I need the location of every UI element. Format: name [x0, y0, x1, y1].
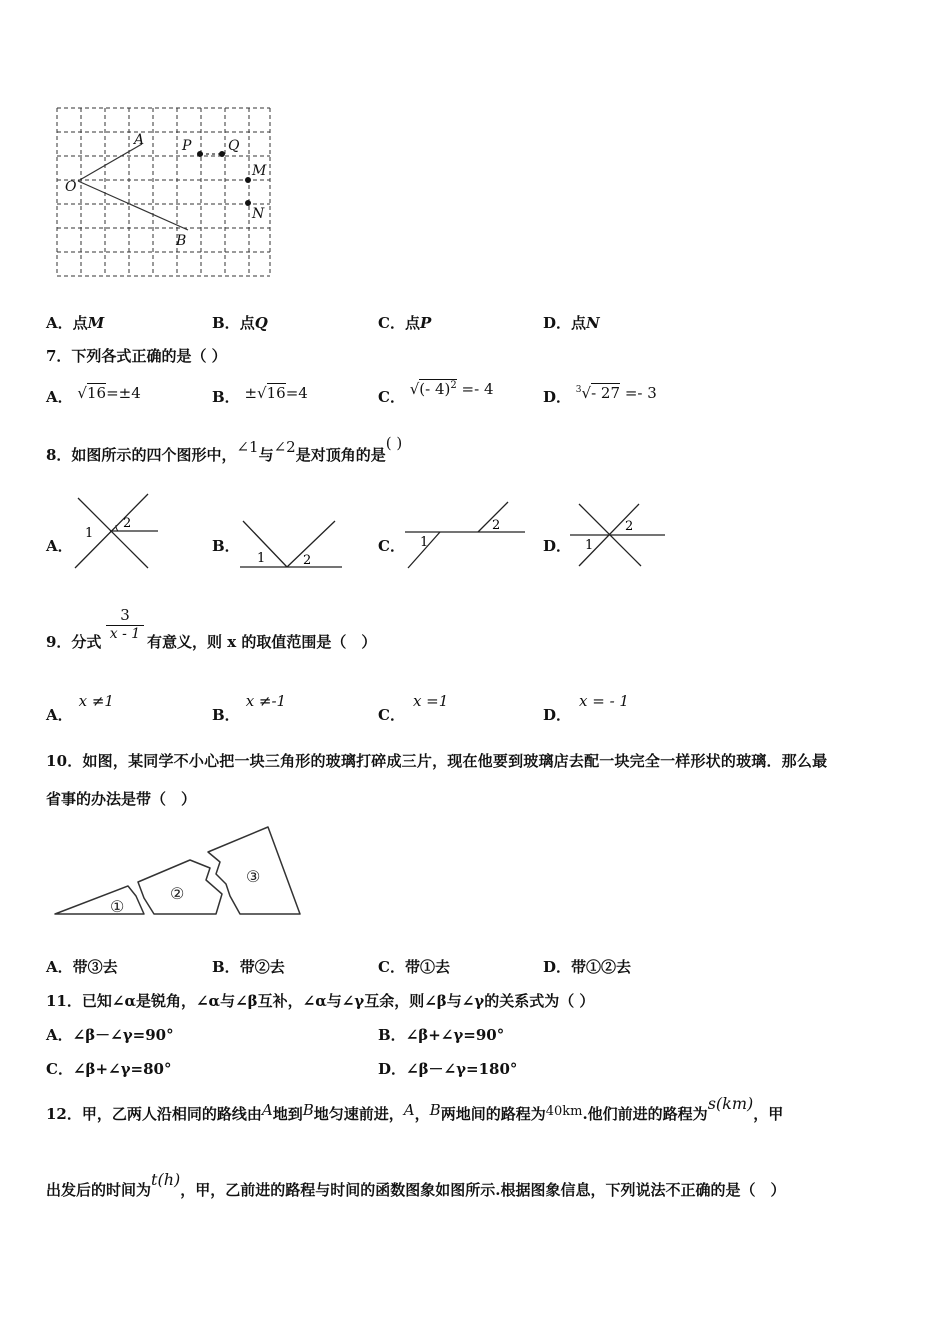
q6-option-d[interactable]: D．点N	[543, 314, 600, 332]
q10-option-b[interactable]: B．带②去	[212, 958, 285, 976]
q7-option-c[interactable]: C． √(- 4)$^2$ =- 4	[378, 380, 494, 406]
q8-figure-d	[565, 500, 670, 572]
q6-option-a[interactable]: A．点M	[46, 314, 105, 332]
glass-figure	[50, 822, 310, 922]
q10-line2: 省事的办法是带（ ）	[46, 790, 197, 808]
q8-d-label-2: 2	[625, 519, 634, 534]
q10-line1: 10．如图，某同学不小心把一块三角形的玻璃打碎成三片，现在他要到玻璃店去配一块完全一样形状的玻璃．那么最	[46, 752, 828, 770]
q11-stem: 11．已知∠α是锐角，∠α与∠β互补，∠α与∠γ互余，则∠β与∠γ的关系式为（ ）	[46, 992, 595, 1010]
q9-fraction: 3 x - 1	[106, 606, 144, 642]
grid-figure	[50, 100, 280, 285]
q9-pre: 9．分式	[46, 633, 102, 651]
q10-option-c[interactable]: C．带①去	[378, 958, 450, 976]
q8-option-d-letter[interactable]: D．	[543, 537, 572, 555]
q12-line2: 出发后的时间为t(h)，甲，乙前进的路程与时间的函数图象如图所示.根据图象信息，下列说法不正确的是（ ）	[46, 1170, 786, 1199]
q7-option-b[interactable]: B． ±√16=4	[212, 384, 308, 406]
q9-option-b[interactable]: B．x ≠-1	[212, 692, 287, 724]
label-M: M	[252, 163, 267, 179]
q6-option-b[interactable]: B．点Q	[212, 314, 268, 332]
label-Q: Q	[228, 138, 240, 154]
q9-option-c[interactable]: C．x =1	[378, 692, 449, 724]
q6-option-c[interactable]: C．点P	[378, 314, 432, 332]
piece-3: ③	[246, 867, 261, 886]
q10-option-a[interactable]: A．带③去	[46, 958, 118, 976]
piece-1: ①	[110, 897, 125, 916]
q8-figure-b	[235, 515, 345, 570]
q10-option-d[interactable]: D．带①②去	[543, 958, 632, 976]
q8-b-label-1: 1	[257, 551, 266, 566]
q8-c-label-1: 1	[420, 535, 429, 550]
q7-option-d[interactable]: D． $^3$√- 27 =- 3	[543, 384, 657, 406]
q9-post: 有意义，则 x 的取值范围是（ ）	[147, 633, 377, 651]
q8-figure-c	[400, 498, 530, 573]
q8-option-a-letter[interactable]: A．	[46, 537, 73, 555]
q8-d-label-1: 1	[585, 538, 594, 553]
q8-a-label-1: 1	[85, 526, 94, 541]
q11-option-b[interactable]: B．∠β+∠γ=90°	[378, 1026, 505, 1044]
q8-stem: 8．如图所示的四个图形中，∠1与∠2是对顶角的是( )	[46, 434, 403, 464]
label-O: O	[65, 179, 77, 195]
q7-stem: 7．下列各式正确的是（ ）	[46, 347, 227, 365]
q11-option-c[interactable]: C．∠β+∠γ=80°	[46, 1060, 172, 1078]
q11-option-a[interactable]: A．∠β－∠γ=90°	[46, 1026, 174, 1044]
q9-option-d[interactable]: D．x = - 1	[543, 692, 629, 724]
q12-line1: 12．甲，乙两人沿相同的路线由A地到B地匀速前进，A，B两地间的路程为40km.他们前进的路程为s(km)，甲	[46, 1094, 784, 1123]
q9-option-a[interactable]: A．x ≠1	[46, 692, 114, 724]
q8-option-c-letter[interactable]: C．	[378, 537, 405, 555]
q8-c-label-2: 2	[492, 518, 501, 533]
label-B: B	[176, 233, 187, 249]
q8-b-label-2: 2	[303, 553, 312, 568]
q8-figure-a	[70, 490, 165, 572]
label-N: N	[252, 206, 265, 222]
piece-2: ②	[170, 884, 185, 903]
label-A: A	[134, 132, 145, 148]
label-P: P	[182, 138, 192, 154]
q11-option-d[interactable]: D．∠β－∠γ=180°	[378, 1060, 518, 1078]
q7-option-a[interactable]: A． √16=±4	[46, 384, 141, 406]
q8-a-label-2: 2	[123, 516, 132, 531]
q8-option-b-letter[interactable]: B．	[212, 537, 240, 555]
